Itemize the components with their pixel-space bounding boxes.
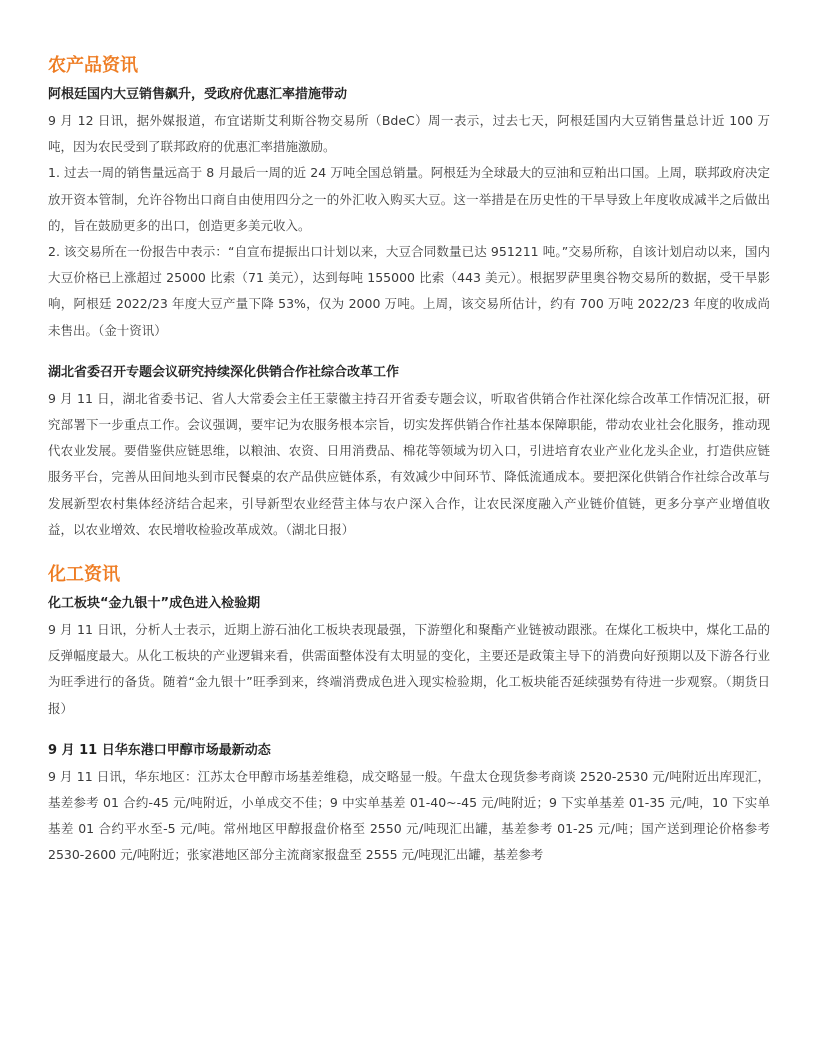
section-chemical [48, 561, 770, 869]
section-title: 化工资讯 [48, 564, 120, 586]
article-paragraph: 9 月 11 日讯，分析人士表示，近期上游石油化工板块表现最强，下游塑化和聚酯产业链被动跟涨。在煤化工板块中，煤化工品的反弹幅度最大。从化工板块的产业逻辑来看，供需面整体没有太明显的变化，主要还是政策主导下的消费向好预期以及下游各行业为旺季进行的备货。随着“金九银十”旺季到来，终端消费成色进入现实检验期，化工板块能否延续强势有待进一步观察。（期货日报） [48, 622, 770, 716]
article-argentina-soybean [48, 84, 770, 344]
article-paragraph: 2. 该交易所在一份报告中表示：“自宣布提振出口计划以来，大豆合同数量已达 951211 吨。”交易所称，自该计划启动以来，国内大豆价格已上涨超过 25000 比索（71 美元），达到每吨 155000 比索（443 美元）。根据罗萨里奥谷物交易所的数据，受干旱影响，阿根廷 2022/23 年度大豆产量下降 53%，仅为 2000 万吨。上周，该交易所估计，约有 700 万吨 2022/23 年度的收成尚未售出。（金十资讯） [48, 244, 770, 338]
section-agriculture [48, 52, 770, 543]
section-title: 农产品资讯 [48, 55, 138, 76]
article-title: 9 月 11 日华东港口甲醇市场最新动态 [48, 742, 271, 758]
article-hubei-supply-coop [48, 362, 770, 543]
article-title: 湖北省委召开专题会议研究持续深化供销合作社综合改革工作 [48, 364, 400, 380]
article-paragraph: 1. 过去一周的销售量远高于 8 月最后一周的近 24 万吨全国总销量。阿根廷为全球最大的豆油和豆粕出口国。上周，联邦政府决定放开资本管制，允许谷物出口商自由使用四分之一的外汇收入购买大豆。这一举措是在历史性的干旱导致上年度收成减半之后做出的，旨在鼓励更多的出口，创造更多美元收入。 [48, 165, 770, 233]
article-paragraph: 9 月 11 日讯，华东地区：江苏太仓甲醇市场基差维稳，成交略显一般。午盘太仓现货参考商谈 2520-2530 元/吨附近出库现汇，基差参考 01 合约-45 元/吨附近，小单成交不佳；9 中实单基差 01-40~-45 元/吨附近；9 下实单基差 01-35 元/吨，10 下实单基差 01 合约平水至-5 元/吨。常州地区甲醇报盘价格至 2550 元/吨现汇出罐，基差参考 01-25 元/吨；国产送到理论价格参考 2530-2600 元/吨附近；张家港地区部分主流商家报盘至 2555 元/吨现汇出罐，基差参考 [48, 768, 770, 863]
article-chemical-sector [48, 593, 770, 722]
article-title: 阿根廷国内大豆销售飙升，受政府优惠汇率措施带动 [48, 87, 348, 102]
article-methanol-market [48, 740, 770, 869]
article-paragraph: 9 月 11 日，湖北省委书记、省人大常委会主任王蒙徽主持召开省委专题会议，听取省供销合作社深化综合改革工作情况汇报，研究部署下一步重点工作。会议强调，要牢记为农服务根本宗旨，切实发挥供销合作社基本保障职能，带动农业社会化服务，推动现代农业发展。要借鉴供应链思维，以粮油、农资、日用消费品、棉花等领域为切入口，引进培育农业产业化龙头企业，打造供应链服务平台，完善从田间地头到市民餐桌的农产品供应链体系，有效减少中间环节、降低流通成本。要把深化供销合作社综合改革与发展新型农村集体经济结合起来，引导新型农业经营主体与农户深入合作，让农民深度融入产业链价值链，更多分享产业增值收益，以农业增效、农民增收检验改革成效。（湖北日报） [48, 390, 770, 537]
article-title: 化工板块“金九银十”成色进入检验期 [48, 596, 261, 612]
article-paragraph: 9 月 12 日讯，据外媒报道，布宜诺斯艾利斯谷物交易所（BdeC）周一表示，过去七天，阿根廷国内大豆销售量总计近 100 万吨，因为农民受到了联邦政府的优惠汇率措施激励。 [48, 113, 770, 155]
